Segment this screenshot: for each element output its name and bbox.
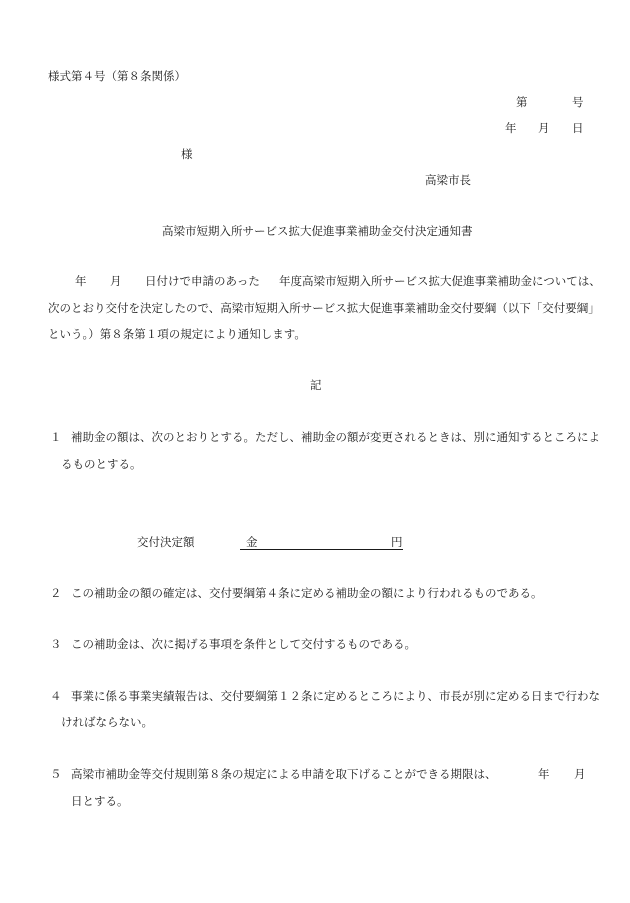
item3-text: この補助金は、次に掲げる事項を条件として交付するものである。 — [71, 637, 416, 651]
item1-line2: るものとする。 — [61, 457, 142, 471]
date-year: 年 — [505, 121, 517, 135]
intro-lead: 日付けで申請のあった — [145, 274, 260, 288]
amount-en: 円 — [391, 535, 403, 549]
item5-month: 月 — [574, 767, 586, 781]
item2-text: この補助金の額の確定は、交付要綱第４条に定める補助金の額により行われるものである。 — [71, 586, 543, 600]
amount-kin: 金 — [246, 535, 258, 549]
amount-underline — [240, 549, 403, 550]
intro-year: 年 — [75, 274, 87, 288]
form-label: 様式第４号（第８条関係） — [48, 69, 186, 83]
doc-number-go: 号 — [572, 95, 584, 109]
item3-number: ３ — [50, 637, 62, 651]
item1-line1: 補助金の額は、次のとおりとする。ただし、補助金の額が変更されるときは、別に通知するところによ — [71, 430, 600, 444]
item4-line1: 事業に係る事業実績報告は、交付要綱第１２条に定めるところにより、市長が別に定める日まで行わな — [71, 689, 600, 703]
issuer-name: 高梁市長 — [425, 173, 471, 187]
addressee-sama: 様 — [181, 147, 193, 161]
intro-line2: 次のとおり交付を決定したので、高梁市短期入所サービス拡大促進事業補助金交付要綱（以下「交付要綱」 — [48, 301, 600, 315]
document-title: 高梁市短期入所サービス拡大促進事業補助金交付決定通知書 — [162, 224, 473, 238]
item5-line1: 高梁市補助金等交付規則第８条の規定による申請を取下げることができる期限は、 — [71, 767, 497, 781]
item2-number: ２ — [50, 586, 62, 600]
intro-line3: という。）第８条第１項の規定により通知します。 — [48, 327, 306, 341]
item1-number: １ — [50, 430, 62, 444]
item5-year: 年 — [538, 767, 550, 781]
item4-number: ４ — [50, 689, 62, 703]
item4-line2: ければならない。 — [61, 715, 153, 729]
intro-month: 月 — [110, 274, 122, 288]
item5-number: ５ — [50, 767, 62, 781]
date-month: 月 — [538, 121, 550, 135]
intro-line1: 年度高梁市短期入所サービス拡大促進事業補助金については、 — [279, 274, 601, 288]
item5-line2: 日とする。 — [71, 794, 129, 808]
amount-label: 交付決定額 — [137, 535, 195, 549]
date-day: 日 — [572, 121, 584, 135]
ki-heading: 記 — [310, 378, 322, 392]
doc-number-dai: 第 — [516, 95, 528, 109]
